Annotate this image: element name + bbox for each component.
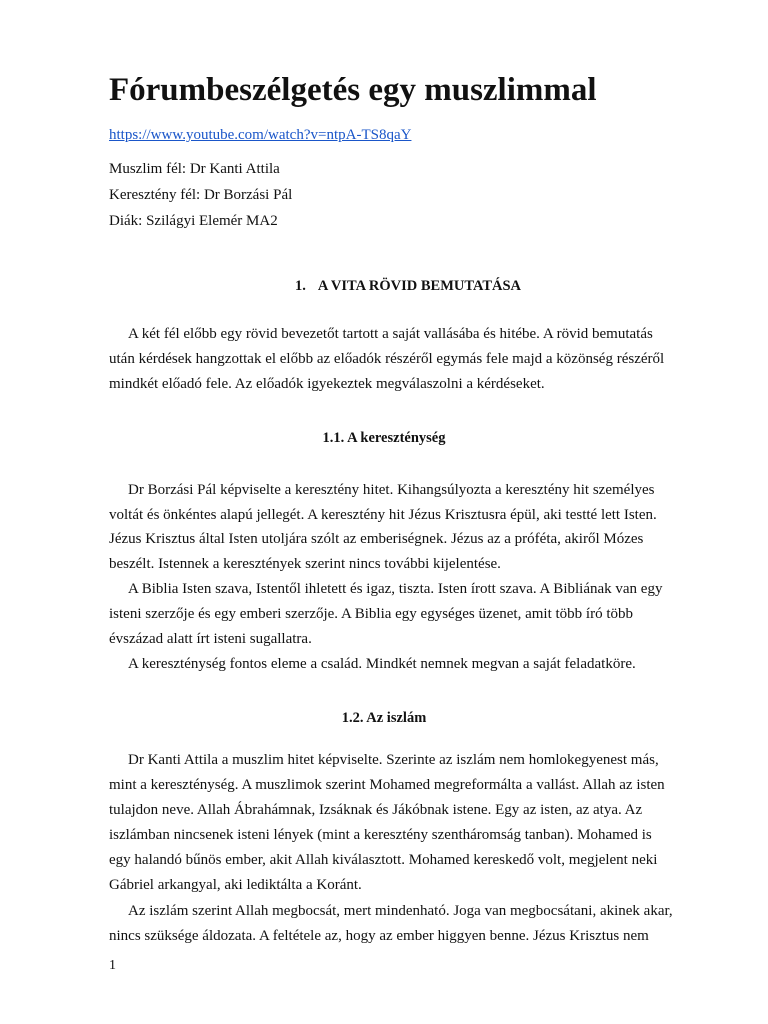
paragraph-line: Dr Borzási Pál képviselte a keresztény hitet. Kihangsúlyozta a keresztény hit személyes: [128, 482, 655, 498]
paragraph-line: A kereszténység fontos eleme a család. Mindkét nemnek megvan a saját feladatköre.: [128, 656, 636, 672]
paragraph-line: Gábriel arkangyal, aki lediktálta a Koránt.: [109, 877, 362, 893]
paragraph-line: beszélt. Istennek a keresztények szerint nincs további kijelentése.: [109, 556, 501, 572]
paragraph-line: A két fél előbb egy rövid bevezetőt tartott a saját vallásába és hitébe. A rövid bemutatás: [128, 326, 653, 342]
section-heading-1: [24, 275, 768, 297]
section-heading-text: A VITA RÖVID BEMUTATÁSA: [317, 278, 522, 294]
paragraph-line: Az iszlám szerint Allah megbocsát, mert mindenható. Joga van megbocsátani, akinek akar,: [128, 903, 673, 919]
section-number: 1.: [294, 278, 306, 294]
paragraph-line: A Biblia Isten szava, Istentől ihletett és igaz, tiszta. Isten írott szava. A Bibliának van egy: [128, 581, 663, 597]
paragraph-line: tulajdon neve. Allah Ábrahámnak, Izsáknak és Jákóbnak istene. Egy az isten, az atya. Az: [109, 802, 643, 818]
section-heading-1-1: 1.1. A kereszténység: [322, 430, 446, 446]
paragraph-line: nincs szüksége áldozata. A feltétele az, hogy az ember higgyen benne. Jézus Krisztus nem: [109, 928, 649, 944]
meta-christian-side: Keresztény fél: Dr Borzási Pál: [109, 187, 293, 203]
paragraph-line: után kérdések hangzottak el előbb az előadók részéről egymás fele majd a közönség részéről: [109, 351, 665, 367]
paragraph-line: mindkét előadó fele. Az előadók igyekeztek megválaszolni a kérdéseket.: [109, 376, 545, 392]
youtube-link[interactable]: https://www.youtube.com/watch?v=ntpA-TS8qaY: [109, 127, 412, 143]
document-title: Fórumbeszélgetés egy muszlimmal: [109, 72, 597, 108]
paragraph-line: egy halandó bűnös ember, akit Allah kiválasztott. Mohamed kereskedő volt, megjelent neki: [109, 852, 658, 868]
paragraph-line: Dr Kanti Attila a muszlim hitet képviselte. Szerinte az iszlám nem homlokegyenest más,: [128, 752, 659, 768]
paragraph-line: iszlámban nincsenek isteni lények (mint a keresztény szentháromság tanban). Mohamed is: [109, 827, 652, 843]
paragraph-line: évszázad alatt írt isteni sugallatra.: [109, 631, 312, 647]
paragraph-line: mint a kereszténység. A muszlimok szerint Mohamed megreformálta a vallást. Allah az isten: [109, 777, 665, 793]
paragraph-line: voltát és önkéntes alapú jellegét. A keresztény hit Jézus Krisztusra épül, aki testté lett Isten.: [109, 507, 657, 523]
paragraph-line: isteni szerzője és egy emberi szerzője. A Biblia egy egységes üzenet, amit több író több: [109, 606, 634, 622]
meta-muslim-side: Muszlim fél: Dr Kanti Attila: [109, 161, 280, 177]
meta-student: Diák: Szilágyi Elemér MA2: [109, 213, 278, 229]
page-number: 1: [109, 958, 116, 973]
section-heading-1-2: 1.2. Az iszlám: [341, 710, 427, 726]
paragraph-line: Jézus Krisztus által Isten utoljára szólt az emberiségnek. Jézus az a próféta, akiről Mózes: [109, 531, 644, 547]
